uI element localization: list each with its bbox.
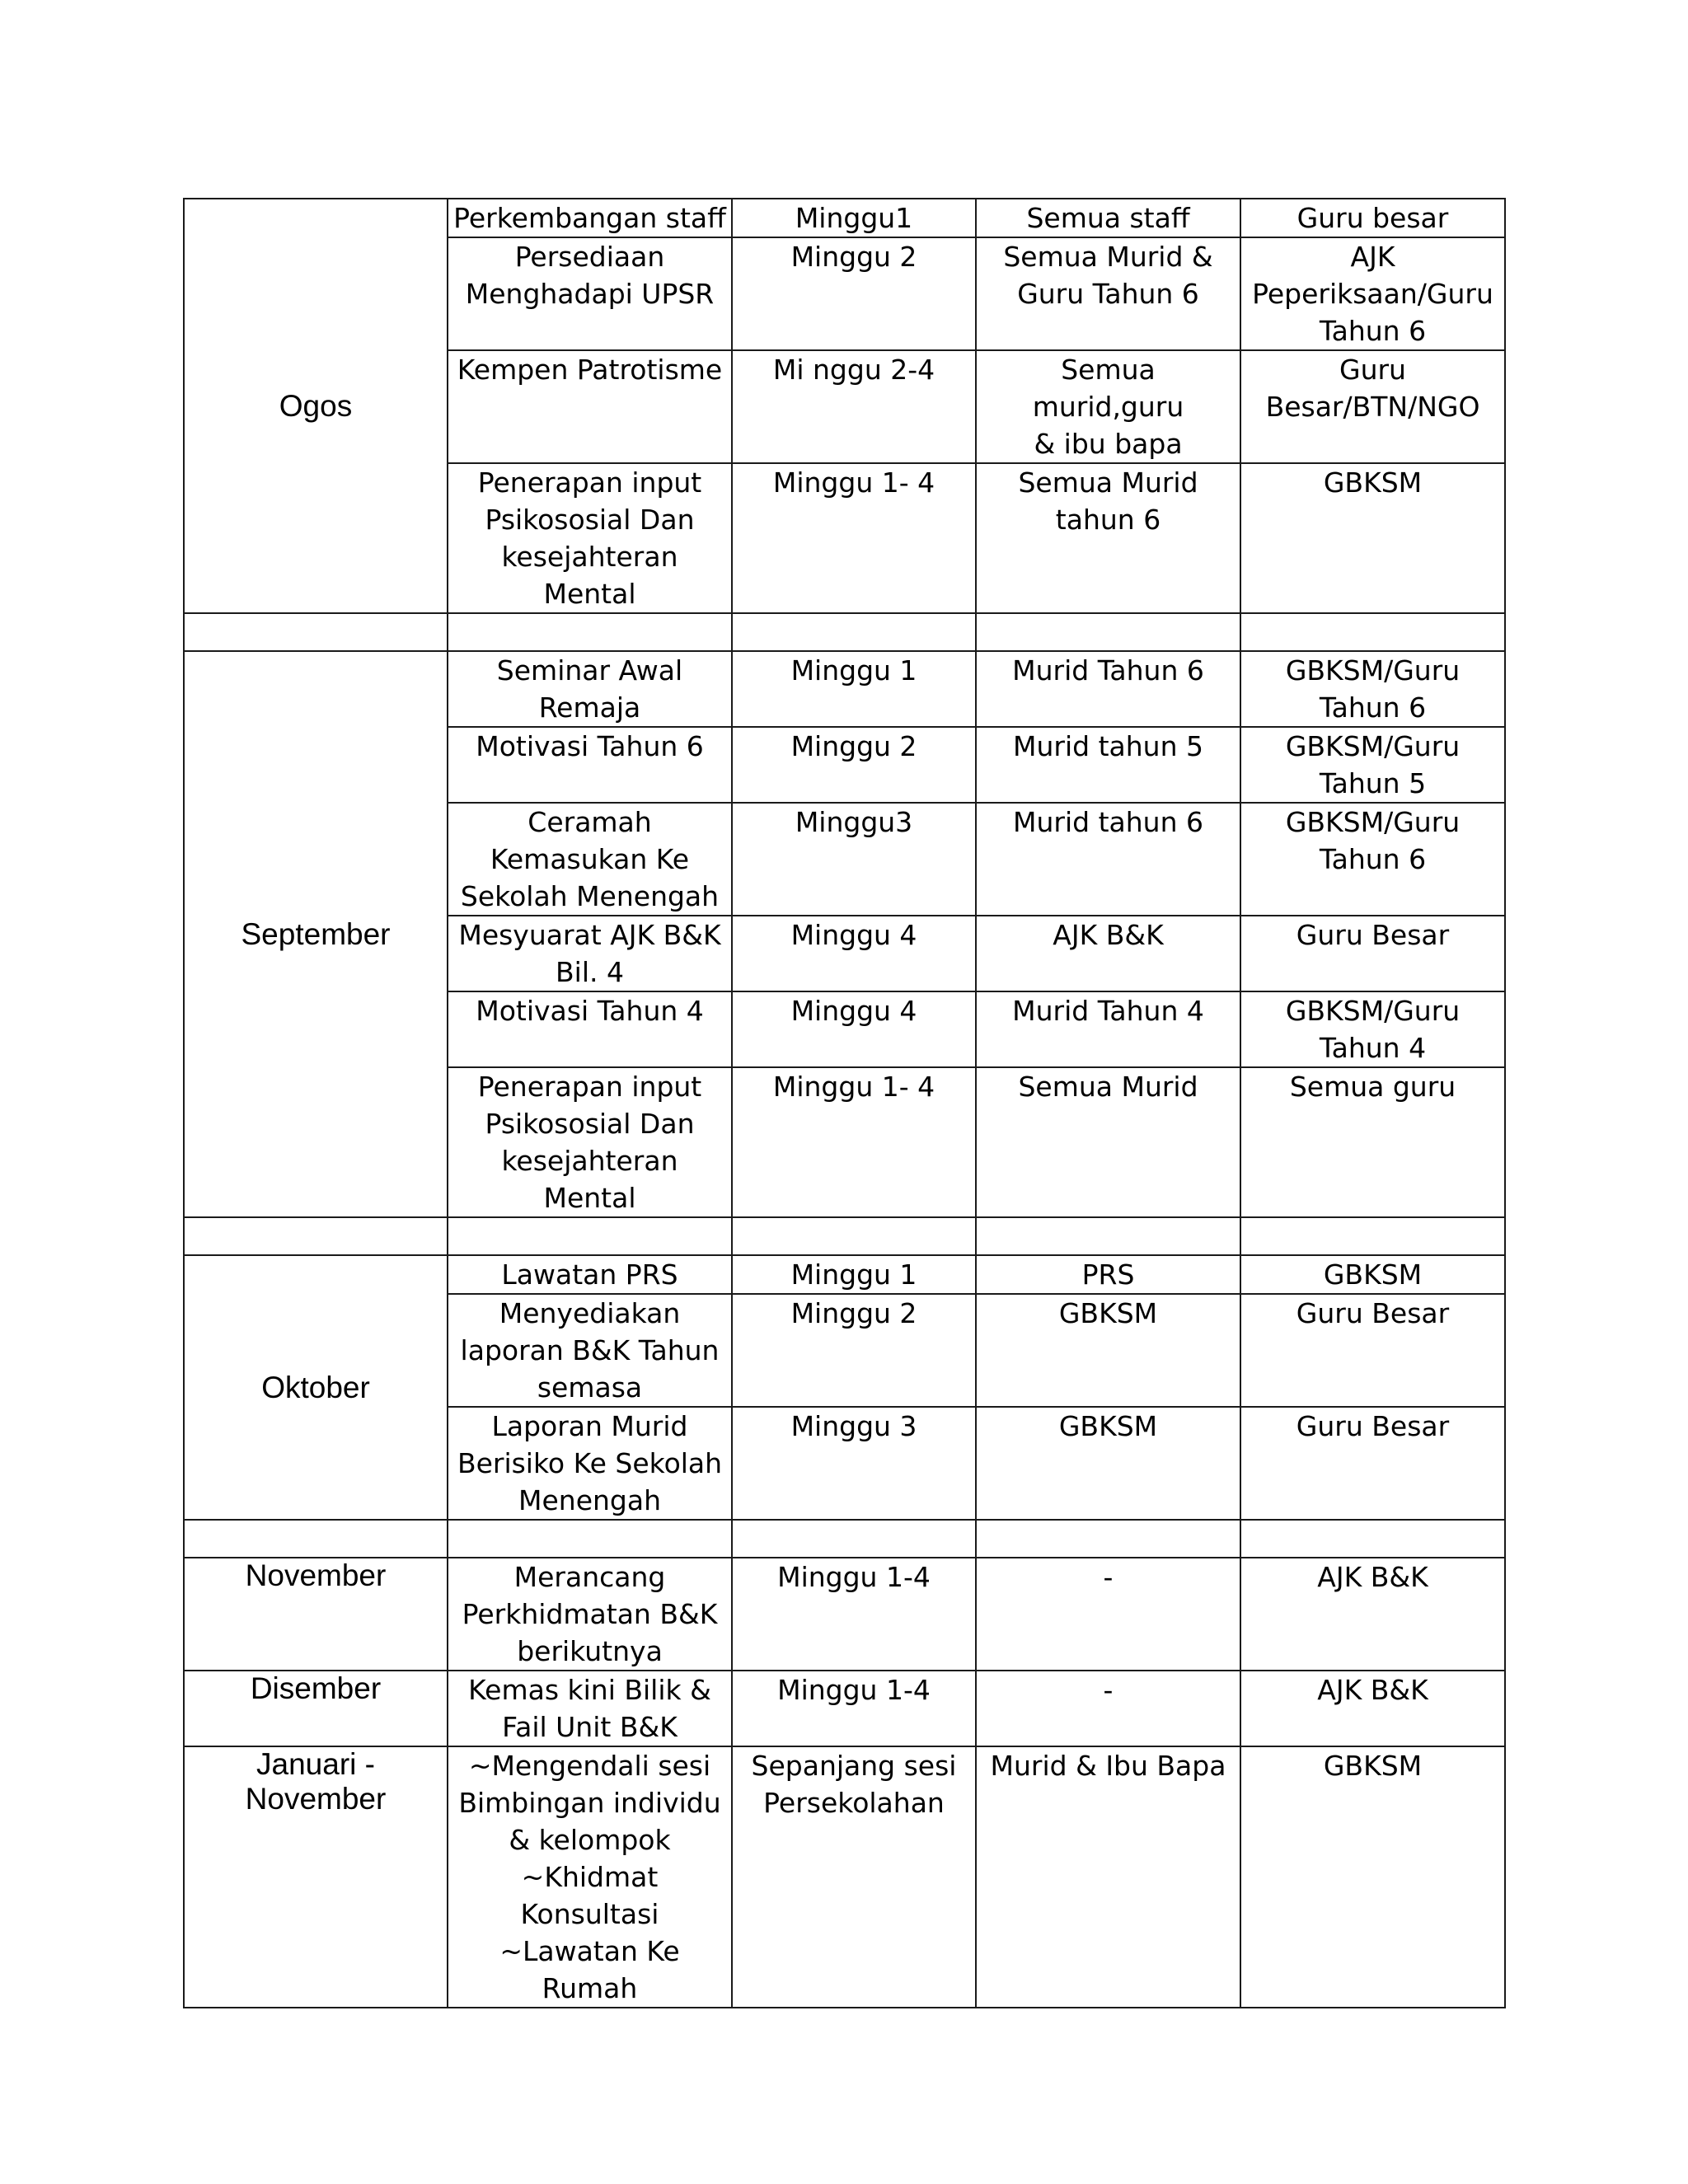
month-label: Januari - November	[245, 1747, 387, 1816]
person-in-charge-cell	[1240, 1558, 1505, 1671]
target-group-cell	[976, 1558, 1240, 1671]
spacer-row	[184, 1520, 1505, 1558]
target-group-cell	[976, 1067, 1240, 1217]
week-cell	[732, 991, 976, 1067]
activity-cell-text: Lawatan PRS	[501, 1258, 678, 1291]
empty-cell	[976, 1217, 1240, 1255]
empty-cell	[732, 613, 976, 651]
target-group-cell	[976, 727, 1240, 803]
week-cell	[732, 916, 976, 991]
table-row	[184, 1558, 1505, 1671]
empty-cell	[448, 1217, 732, 1255]
activity-cell	[448, 1746, 732, 2008]
target-group-cell	[976, 651, 1240, 727]
activity-cell	[448, 1558, 732, 1671]
week-cell	[732, 1746, 976, 2008]
week-cell	[732, 350, 976, 463]
empty-cell	[448, 613, 732, 651]
table-row	[184, 1255, 1505, 1294]
week-cell	[732, 1558, 976, 1671]
target-group-cell-text: Semua staff	[1026, 202, 1190, 234]
week-cell-text: Sepanjang sesi Persekolahan	[751, 1750, 957, 1819]
activity-cell-text: Penerapan input Psikososial Dan kesejahteran Mental	[477, 466, 702, 610]
activity-cell	[448, 1067, 732, 1217]
week-cell	[732, 1255, 976, 1294]
activity-cell	[448, 803, 732, 916]
person-in-charge-cell-text: Semua guru	[1289, 1071, 1456, 1103]
person-in-charge-cell-text: Guru Besar	[1296, 919, 1450, 951]
activity-cell-text: Merancang Perkhidmatan B&K berikutnya	[462, 1561, 718, 1667]
empty-cell	[732, 1217, 976, 1255]
activity-schedule-page	[183, 198, 1504, 2008]
empty-cell	[976, 1520, 1240, 1558]
activity-cell	[448, 463, 732, 613]
activity-cell	[448, 237, 732, 350]
person-in-charge-cell	[1240, 651, 1505, 727]
week-cell-text: Minggu 2	[790, 241, 917, 273]
week-cell	[732, 1407, 976, 1520]
week-cell-text: Minggu 1- 4	[772, 466, 935, 499]
target-group-cell-text: Semua murid,guru & ibu bapa	[1032, 354, 1184, 460]
person-in-charge-cell	[1240, 463, 1505, 613]
target-group-cell-text: Semua Murid & Guru Tahun 6	[1003, 241, 1213, 310]
week-cell-text: Minggu3	[795, 806, 913, 838]
person-in-charge-cell-text: GBKSM/Guru Tahun 6	[1285, 806, 1461, 875]
target-group-cell	[976, 1294, 1240, 1407]
activity-cell-text: Laporan Murid Berisiko Ke Sekolah Menengah	[457, 1410, 723, 1516]
person-in-charge-cell	[1240, 350, 1505, 463]
person-in-charge-cell	[1240, 727, 1505, 803]
person-in-charge-cell-text: Guru Besar	[1296, 1297, 1450, 1329]
week-cell	[732, 1671, 976, 1746]
person-in-charge-cell-text: GBKSM/Guru Tahun 5	[1285, 730, 1461, 799]
activity-cell-text: Ceramah Kemasukan Ke Sekolah Menengah	[460, 806, 720, 912]
target-group-cell	[976, 991, 1240, 1067]
person-in-charge-cell	[1240, 1746, 1505, 2008]
target-group-cell	[976, 350, 1240, 463]
activity-cell-text: Persediaan Menghadapi UPSR	[465, 241, 715, 310]
activity-cell	[448, 350, 732, 463]
week-cell-text: Minggu 2	[790, 1297, 917, 1329]
table-row	[184, 1746, 1505, 2008]
week-cell-text: Mi nggu 2-4	[772, 354, 935, 386]
week-cell-text: Minggu 1	[790, 654, 917, 687]
person-in-charge-cell-text: AJK B&K	[1317, 1561, 1428, 1593]
month-cell	[184, 1558, 448, 1671]
target-group-cell	[976, 199, 1240, 237]
activity-cell	[448, 727, 732, 803]
person-in-charge-cell-text: GBKSM/Guru Tahun 6	[1285, 654, 1461, 724]
target-group-cell-text: Murid & Ibu Bapa	[990, 1750, 1226, 1782]
activity-cell-text: Kemas kini Bilik & Fail Unit B&K	[468, 1674, 711, 1743]
activity-cell-text: Kempen Patrotisme	[457, 354, 723, 386]
target-group-cell	[976, 1746, 1240, 2008]
person-in-charge-cell-text: GBKSM	[1323, 1258, 1423, 1291]
table-row	[184, 199, 1505, 237]
person-in-charge-cell	[1240, 916, 1505, 991]
person-in-charge-cell-text: Guru Besar	[1296, 1410, 1450, 1442]
target-group-cell-text: Murid tahun 5	[1013, 730, 1203, 762]
activity-cell-text: Motivasi Tahun 4	[476, 995, 704, 1027]
week-cell	[732, 803, 976, 916]
spacer-row	[184, 613, 1505, 651]
week-cell	[732, 237, 976, 350]
activity-cell-text: ~Mengendali sesi Bimbingan individu & kelompok ~Khidmat Konsultasi ~Lawatan Ke Rumah	[458, 1750, 721, 2004]
empty-cell	[1240, 613, 1505, 651]
target-group-cell-text: GBKSM	[1058, 1410, 1158, 1442]
week-cell-text: Minggu 1-4	[777, 1674, 931, 1706]
target-group-cell-text: Semua Murid tahun 6	[1018, 466, 1198, 536]
person-in-charge-cell	[1240, 199, 1505, 237]
person-in-charge-cell	[1240, 1067, 1505, 1217]
week-cell-text: Minggu 1-4	[777, 1561, 931, 1593]
target-group-cell	[976, 463, 1240, 613]
week-cell-text: Minggu 4	[790, 919, 917, 951]
week-cell-text: Minggu 4	[790, 995, 917, 1027]
empty-cell	[184, 613, 448, 651]
activity-cell	[448, 1407, 732, 1520]
activity-cell	[448, 916, 732, 991]
target-group-cell-text: Murid tahun 6	[1013, 806, 1203, 838]
target-group-cell	[976, 1407, 1240, 1520]
person-in-charge-cell-text: GBKSM	[1323, 466, 1423, 499]
week-cell	[732, 727, 976, 803]
target-group-cell-text: -	[1103, 1674, 1114, 1706]
activity-cell	[448, 991, 732, 1067]
week-cell-text: Minggu1	[795, 202, 913, 234]
target-group-cell-text: Semua Murid	[1018, 1071, 1198, 1103]
target-group-cell	[976, 916, 1240, 991]
activity-cell	[448, 199, 732, 237]
person-in-charge-cell	[1240, 237, 1505, 350]
month-cell	[184, 199, 448, 613]
activity-cell-text: Mesyuarat AJK B&K Bil. 4	[458, 919, 721, 988]
week-cell-text: Minggu 1	[790, 1258, 917, 1291]
person-in-charge-cell-text: GBKSM/Guru Tahun 4	[1285, 995, 1461, 1064]
person-in-charge-cell-text: Guru besar	[1296, 202, 1449, 234]
month-cell	[184, 1671, 448, 1746]
week-cell	[732, 1294, 976, 1407]
week-cell	[732, 651, 976, 727]
target-group-cell-text: PRS	[1081, 1258, 1135, 1291]
activity-cell-text: Motivasi Tahun 6	[476, 730, 704, 762]
target-group-cell	[976, 1255, 1240, 1294]
month-cell	[184, 1746, 448, 2008]
empty-cell	[448, 1520, 732, 1558]
person-in-charge-cell	[1240, 1294, 1505, 1407]
target-group-cell-text: Murid Tahun 4	[1012, 995, 1204, 1027]
activity-cell	[448, 1255, 732, 1294]
target-group-cell-text: AJK B&K	[1053, 919, 1164, 951]
activity-cell	[448, 1671, 732, 1746]
week-cell-text: Minggu 1- 4	[772, 1071, 935, 1103]
target-group-cell-text: GBKSM	[1058, 1297, 1158, 1329]
table-row	[184, 1671, 1505, 1746]
person-in-charge-cell	[1240, 1407, 1505, 1520]
month-cell	[184, 1255, 448, 1520]
activity-cell-text: Perkembangan staff	[453, 202, 726, 234]
activity-schedule-table	[183, 198, 1506, 2008]
month-cell	[184, 651, 448, 1217]
week-cell-text: Minggu 2	[790, 730, 917, 762]
week-cell	[732, 1067, 976, 1217]
empty-cell	[184, 1217, 448, 1255]
person-in-charge-cell-text: AJK Peperiksaan/Guru Tahun 6	[1252, 241, 1493, 347]
activity-cell-text: Penerapan input Psikososial Dan kesejahteran Mental	[477, 1071, 702, 1214]
target-group-cell	[976, 237, 1240, 350]
person-in-charge-cell-text: GBKSM	[1323, 1750, 1423, 1782]
person-in-charge-cell-text: AJK B&K	[1317, 1674, 1428, 1706]
week-cell	[732, 463, 976, 613]
empty-cell	[184, 1520, 448, 1558]
month-label: September	[241, 916, 391, 951]
empty-cell	[976, 613, 1240, 651]
spacer-row	[184, 1217, 1505, 1255]
month-label: Oktober	[261, 1370, 370, 1404]
person-in-charge-cell	[1240, 1671, 1505, 1746]
activity-cell-text: Seminar Awal Remaja	[496, 654, 683, 724]
empty-cell	[1240, 1520, 1505, 1558]
week-cell-text: Minggu 3	[790, 1410, 917, 1442]
week-cell	[732, 199, 976, 237]
activity-cell	[448, 1294, 732, 1407]
month-label: Disember	[250, 1671, 382, 1705]
empty-cell	[732, 1520, 976, 1558]
activity-cell	[448, 651, 732, 727]
person-in-charge-cell-text: Guru Besar/BTN/NGO	[1265, 354, 1480, 423]
month-label: Ogos	[279, 388, 353, 423]
table-row	[184, 651, 1505, 727]
schedule-body	[184, 199, 1505, 2008]
target-group-cell-text: Murid Tahun 6	[1012, 654, 1204, 687]
target-group-cell	[976, 803, 1240, 916]
month-label: November	[245, 1558, 387, 1592]
person-in-charge-cell	[1240, 803, 1505, 916]
person-in-charge-cell	[1240, 991, 1505, 1067]
empty-cell	[1240, 1217, 1505, 1255]
person-in-charge-cell	[1240, 1255, 1505, 1294]
target-group-cell-text: -	[1103, 1561, 1114, 1593]
target-group-cell	[976, 1671, 1240, 1746]
activity-cell-text: Menyediakan laporan B&K Tahun semasa	[460, 1297, 720, 1404]
